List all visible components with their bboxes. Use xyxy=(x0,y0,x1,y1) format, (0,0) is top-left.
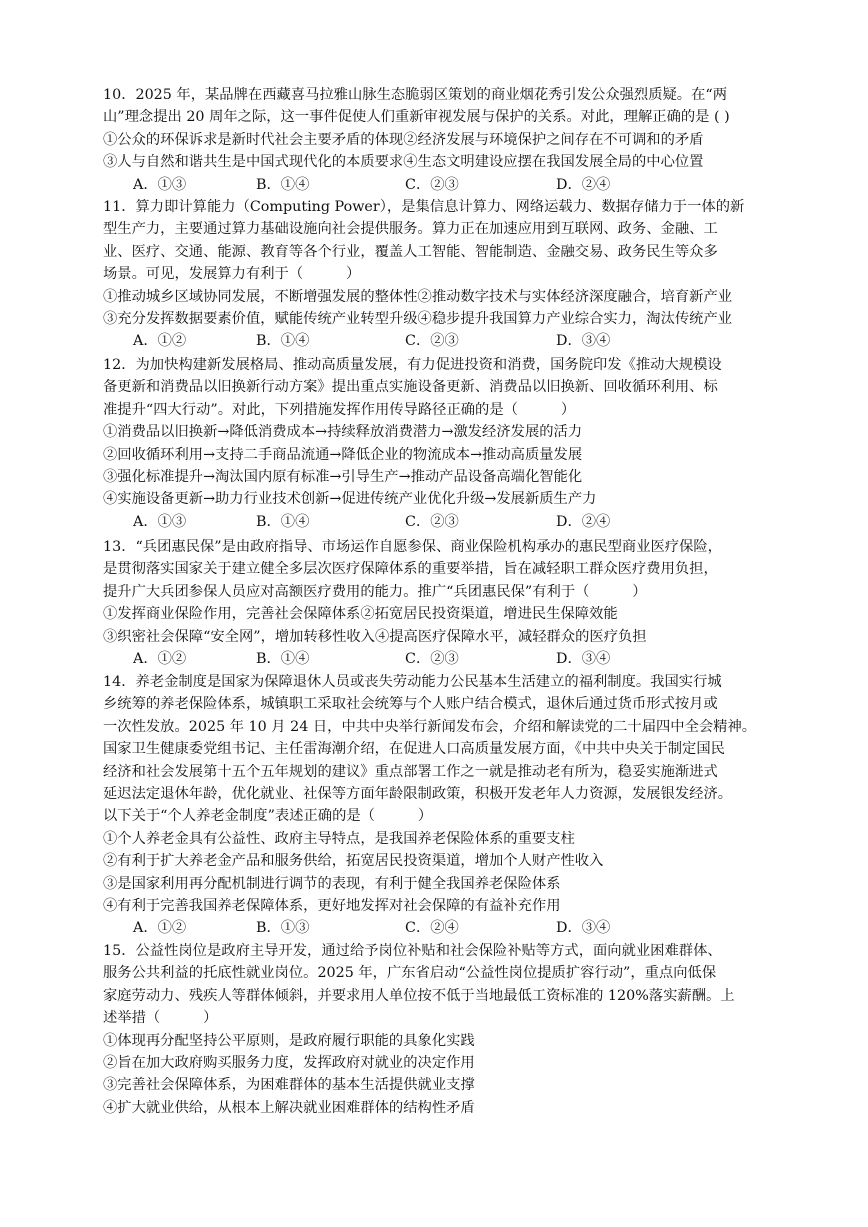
option-c: C．②③ xyxy=(405,333,459,350)
question-text-line: 一次性发放。2025 年 10 月 24 日，中共中央举行新闻发布会，介绍和解读党的二十届四中全会精神。 xyxy=(103,718,757,735)
answer-options xyxy=(103,330,783,352)
question-14 xyxy=(103,671,783,940)
option-b: B．①④ xyxy=(256,513,310,530)
answer-options xyxy=(103,917,783,939)
question-text-line: 是贯彻落实国家关于建立健全多层次医疗保障体系的重要举措，旨在减轻职工群众医疗费用负担， xyxy=(103,561,718,578)
question-12 xyxy=(103,354,783,533)
question-text-line: 准提升“四大行动”。对此，下列措施发挥作用传导路径正确的是（ ） xyxy=(103,401,576,418)
question-text-line: 延迟法定退休年龄，优化就业、社保等方面年龄限制政策，积极开发老年人力资源，发展银发经济。 xyxy=(103,785,733,802)
choice-statement: ③强化标准提升→淘汰国内原有标准→引导生产→推动产品设备高端化智能化 xyxy=(103,468,583,485)
option-b: B．①③ xyxy=(256,920,310,937)
choice-statement: ③完善社会保障体系，为困难群体的基本生活提供就业支撑 xyxy=(103,1077,475,1094)
question-text-line: 述举措（ ） xyxy=(103,1010,218,1027)
question-10 xyxy=(103,84,783,196)
question-text-line: 业、医疗、交通、能源、教育等各个行业，覆盖人工智能、智能制造、金融交易、政务民生等众多 xyxy=(103,243,718,260)
option-a: A．①② xyxy=(133,333,187,350)
answer-options xyxy=(103,511,783,533)
option-b: B．①④ xyxy=(256,650,310,667)
question-text-line: 服务公共利益的托底性就业岗位。2025 年，广东省启动“公益性岗位提质扩容行动”，重点向低保 xyxy=(103,965,717,982)
choice-statement: ③充分发挥数据要素价值，赋能传统产业转型升级④稳步提升我国算力产业综合实力，淘汰传统产业 xyxy=(103,310,733,327)
question-text-line: 13．“兵团惠民保”是由政府指导、市场运作自愿参保、商业保险机构承办的惠民型商业医疗保险， xyxy=(103,539,722,555)
choice-statement: ③人与自然和谐共生是中国式现代化的本质要求④生态文明建设应摆在我国发展全局的中心位置 xyxy=(103,154,704,171)
question-text-line: 11．算力即计算能力（Computing Power），是集信息计算力、网络运载力、数据存储力于一体的新 xyxy=(103,199,745,215)
choice-statement: ②回收循环利用→支持二手商品流通→降低企业的物流成本→推动高质量发展 xyxy=(103,446,583,463)
option-d: D．②④ xyxy=(556,176,611,193)
question-text-line: 10．2025 年，某品牌在西藏喜马拉雅山脉生态脆弱区策划的商业烟花秀引发公众强烈质疑。在“两 xyxy=(103,87,728,103)
choice-statement: ①推动城乡区域协同发展，不断增强发展的整体性②推动数字技术与实体经济深度融合，培育新产业 xyxy=(103,288,733,305)
option-d: D．③④ xyxy=(556,650,611,667)
question-text-line: 12．为加快构建新发展格局、推动高质量发展，有力促进投资和消费，国务院印发《推动大规模设 xyxy=(103,357,722,373)
question-15 xyxy=(103,940,783,1119)
choice-statement: ①消费品以旧换新→降低消费成本→持续释放消费潜力→激发经济发展的活力 xyxy=(103,424,583,441)
question-text-line: 山”理念提出 20 周年之际，这一事件促使人们重新审视发展与保护的关系。对此，理解正确的是 ( ) xyxy=(103,109,730,126)
option-a: A．①③ xyxy=(133,513,187,530)
option-d: D．③④ xyxy=(556,920,611,937)
choice-statement: ①体现再分配坚持公平原则，是政府履行职能的具象化实践 xyxy=(103,1032,475,1049)
option-a: A．①② xyxy=(133,920,187,937)
option-a: A．①② xyxy=(133,650,187,667)
option-c: C．②④ xyxy=(405,920,459,937)
option-d: D．③④ xyxy=(556,333,611,350)
choice-statement: ③是国家利用再分配机制进行调节的表现，有利于健全我国养老保险体系 xyxy=(103,875,561,892)
option-d: D．②④ xyxy=(556,513,611,530)
question-text-line: 提升广大兵团参保人员应对高额医疗费用的能力。推广“兵团惠民保”有利于（ ） xyxy=(103,583,647,600)
question-text-line: 以下关于“个人养老金制度”表述正确的是（ ） xyxy=(103,808,433,825)
option-c: C．②③ xyxy=(405,176,459,193)
question-text-line: 场景。可见，发展算力有利于（ ） xyxy=(103,266,361,283)
question-text-line: 15．公益性岗位是政府主导开发，通过给予岗位补贴和社会保险补贴等方式，面向就业困难群体、 xyxy=(103,943,722,959)
choice-statement: ③织密社会保障“安全网”，增加转移性收入④提高医疗保障水平，减轻群众的医疗负担 xyxy=(103,628,647,645)
question-text-line: 乡统筹的养老保险体系，城镇职工采取社会统筹与个人账户结合模式，退休后通过货币形式按月或 xyxy=(103,696,718,713)
choice-statement: ①个人养老金具有公益性、政府主导特点，是我国养老保险体系的重要支柱 xyxy=(103,830,575,847)
option-b: B．①④ xyxy=(256,176,310,193)
choice-statement: ②有利于扩大养老金产品和服务供给，拓宽居民投资渠道，增加个人财产性收入 xyxy=(103,853,604,870)
answer-options xyxy=(103,648,783,670)
question-text-line: 14．养老金制度是国家为保障退休人员或丧失劳动能力公民基本生活建立的福利制度。我国实行城 xyxy=(103,674,722,690)
option-c: C．②③ xyxy=(405,513,459,530)
question-13 xyxy=(103,536,783,670)
choice-statement: ①发挥商业保险作用，完善社会保障体系②拓宽居民投资渠道，增进民生保障效能 xyxy=(103,606,618,623)
question-text-line: 经济和社会发展第十五个五年规划的建议》重点部署工作之一就是推动老有所为，稳妥实施渐进式 xyxy=(103,763,718,780)
option-c: C．②③ xyxy=(405,650,459,667)
option-b: B．①④ xyxy=(256,333,310,350)
question-text-line: 备更新和消费品以旧换新行动方案》提出重点实施设备更新、消费品以旧换新、回收循环利用、标 xyxy=(103,379,718,396)
choice-statement: ④实施设备更新→助力行业技术创新→促进传统产业优化升级→发展新质生产力 xyxy=(103,491,597,508)
choice-statement: ④有利于完善我国养老保障体系，更好地发挥对社会保障的有益补充作用 xyxy=(103,897,561,914)
question-text-line: 型生产力，主要通过算力基础设施向社会提供服务。算力正在加速应用到互联网、政务、金融、工 xyxy=(103,221,718,238)
choice-statement: ④扩大就业供给，从根本上解决就业困难群体的结构性矛盾 xyxy=(103,1099,475,1116)
question-text-line: 家庭劳动力、残疾人等群体倾斜，并要求用人单位按不低于当地最低工资标准的 120%落实薪酬。上 xyxy=(103,987,735,1004)
answer-options xyxy=(103,174,783,196)
question-text-line: 国家卫生健康委党组书记、主任雷海潮介绍，在促进人口高质量发展方面，《中共中央关于制定国民 xyxy=(103,741,725,758)
choice-statement: ②旨在加大政府购买服务力度，发挥政府对就业的决定作用 xyxy=(103,1054,475,1071)
option-a: A．①③ xyxy=(133,176,187,193)
choice-statement: ①公众的环保诉求是新时代社会主要矛盾的体现②经济发展与环境保护之间存在不可调和的矛盾 xyxy=(103,131,704,148)
question-11 xyxy=(103,196,783,353)
